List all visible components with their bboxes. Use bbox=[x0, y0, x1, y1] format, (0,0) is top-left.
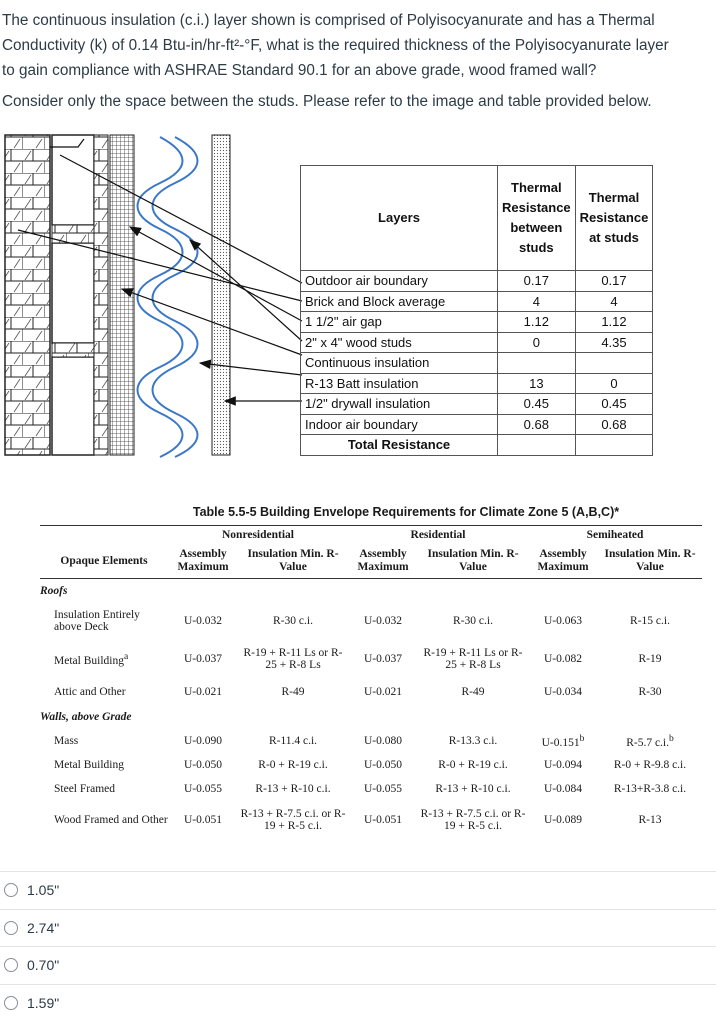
r-between: 13 bbox=[498, 373, 576, 394]
cell: U-0.021 bbox=[183, 686, 222, 698]
column-header-row bbox=[40, 544, 702, 579]
layer-row bbox=[301, 312, 653, 333]
cell: R-0 + R-19 c.i. bbox=[438, 759, 508, 771]
table-row bbox=[40, 801, 702, 839]
cell: R-13+R-3.8 c.i. bbox=[613, 783, 687, 795]
r-at: 4 bbox=[575, 291, 653, 312]
cell: U-0.055 bbox=[183, 783, 222, 795]
cell: U-0.082 bbox=[543, 653, 582, 665]
total-between bbox=[498, 435, 576, 456]
cell: R-13 + R-10 c.i. bbox=[255, 783, 331, 795]
cell: U-0.084 bbox=[543, 783, 582, 795]
r-between: 1.12 bbox=[498, 312, 576, 333]
answer-label: 0.70" bbox=[27, 957, 60, 974]
element-name: Mass bbox=[54, 735, 79, 747]
thermal-resistance-table bbox=[300, 165, 653, 456]
block-cell bbox=[52, 135, 94, 225]
layer-name: Brick and Block average bbox=[301, 291, 498, 312]
cell: R-0 + R-19 c.i. bbox=[258, 759, 328, 771]
r-at: 1.12 bbox=[575, 312, 653, 333]
r-at: 0.68 bbox=[575, 414, 653, 435]
layer-row bbox=[301, 291, 653, 312]
block-cell bbox=[52, 357, 94, 455]
answer-choices bbox=[0, 871, 716, 1021]
batt-insulation-wave bbox=[153, 137, 198, 457]
group-nonresidential: Nonresidential bbox=[168, 526, 348, 545]
cell: U-0.051 bbox=[183, 814, 222, 826]
brick-layer bbox=[5, 135, 50, 455]
col-assembly-max: Assembly Maximum bbox=[348, 544, 418, 579]
answer-option[interactable] bbox=[0, 946, 716, 984]
leader-line bbox=[190, 240, 302, 341]
question-line: Conductivity (k) of 0.14 Btu-in/hr-ft²-°F, what is the required thickness of the Polyisocyanurate layer bbox=[2, 37, 669, 54]
section-row bbox=[40, 705, 702, 729]
envelope-requirements-table bbox=[40, 505, 702, 839]
answer-option[interactable] bbox=[0, 909, 716, 947]
cell: U-0.090 bbox=[183, 735, 222, 747]
cell: U-0.051 bbox=[363, 814, 402, 826]
element-name: Attic and Other bbox=[54, 686, 126, 698]
r-at bbox=[575, 353, 653, 374]
cell: R-11.4 c.i. bbox=[268, 735, 318, 747]
cell: U-0.151$^b$ bbox=[541, 733, 585, 749]
layer-name: 1/2" drywall insulation bbox=[301, 394, 498, 415]
table-row bbox=[40, 729, 702, 753]
drywall-layer bbox=[212, 135, 230, 455]
cell: U-0.037 bbox=[183, 653, 222, 665]
radio-button[interactable] bbox=[4, 958, 18, 972]
question-line: to gain compliance with ASHRAE Standard 90.1 for an above grade, wood framed wall? bbox=[2, 62, 597, 79]
group-residential: Residential bbox=[348, 526, 528, 545]
cell: R-30 c.i. bbox=[453, 615, 493, 627]
layer-name: Continuous insulation bbox=[301, 353, 498, 374]
answer-label: 1.59" bbox=[27, 994, 60, 1011]
cell: U-0.037 bbox=[363, 653, 402, 665]
cell: R-5.7 c.i.$^b$ bbox=[626, 733, 674, 749]
layer-name: Indoor air boundary bbox=[301, 414, 498, 435]
cell: R-13 bbox=[638, 814, 662, 826]
cell: R-49 bbox=[281, 686, 305, 698]
layer-row bbox=[301, 332, 653, 353]
total-resistance-label: Total Resistance bbox=[301, 435, 498, 456]
cell: U-0.063 bbox=[543, 615, 582, 627]
r-between: 0.68 bbox=[498, 414, 576, 435]
cell: U-0.021 bbox=[363, 686, 402, 698]
element-name: Metal Building$^a$ bbox=[54, 651, 129, 667]
cell: U-0.080 bbox=[363, 735, 402, 747]
cell: U-0.050 bbox=[363, 759, 402, 771]
element-name: Metal Building bbox=[54, 759, 124, 771]
group-semiheated: Semiheated bbox=[528, 526, 702, 545]
element-name: Wood Framed and Other bbox=[54, 814, 168, 826]
r-at: 0.17 bbox=[575, 271, 653, 292]
r-at: 0 bbox=[575, 373, 653, 394]
cell: U-0.032 bbox=[363, 615, 402, 627]
total-at bbox=[575, 435, 653, 456]
header-at-studs: Thermal Resistance at studs bbox=[575, 166, 653, 271]
cell: R-13 + R-10 c.i. bbox=[435, 783, 511, 795]
table-row bbox=[40, 679, 702, 705]
section-row bbox=[40, 579, 702, 604]
cell: R-19 bbox=[638, 653, 662, 665]
r-between: 4 bbox=[498, 291, 576, 312]
cell: U-0.032 bbox=[183, 615, 222, 627]
table-row bbox=[40, 753, 702, 777]
element-name: Steel Framed bbox=[54, 783, 115, 795]
cell: R-30 c.i. bbox=[273, 615, 313, 627]
header-layers: Layers bbox=[301, 166, 498, 271]
radio-button[interactable] bbox=[4, 883, 18, 897]
r-between bbox=[498, 353, 576, 374]
table-row bbox=[40, 777, 702, 801]
answer-label: 1.05" bbox=[27, 882, 60, 899]
cell: R-13 + R-7.5 c.i. or R-19 + R-5 c.i. bbox=[240, 808, 346, 832]
layers-header-row bbox=[301, 166, 653, 271]
cell: R-15 c.i. bbox=[630, 615, 670, 627]
layer-name: Outdoor air boundary bbox=[301, 271, 498, 292]
col-assembly-max: Assembly Maximum bbox=[168, 544, 238, 579]
layer-row bbox=[301, 414, 653, 435]
layer-row bbox=[301, 394, 653, 415]
r-at: 0.45 bbox=[575, 394, 653, 415]
layer-name: 2" x 4" wood studs bbox=[301, 332, 498, 353]
question-line: The continuous insulation (c.i.) layer shown is comprised of Polyisocyanurate and has a Thermal bbox=[2, 12, 655, 29]
group-header-row bbox=[40, 526, 702, 545]
question-text bbox=[2, 8, 714, 114]
answer-option[interactable] bbox=[0, 871, 716, 909]
section-walls: Walls, above Grade bbox=[40, 711, 132, 723]
layer-row bbox=[301, 353, 653, 374]
section-roofs: Roofs bbox=[40, 585, 68, 597]
answer-option[interactable] bbox=[0, 984, 716, 1022]
cell: R-30 bbox=[638, 686, 662, 698]
table-row bbox=[40, 603, 702, 639]
header-between-studs: Thermal Resistance between studs bbox=[498, 166, 576, 271]
element-name: Insulation Entirely above Deck bbox=[54, 609, 140, 633]
col-insulation-min: Insulation Min. R-Value bbox=[418, 544, 528, 579]
r-between: 0.17 bbox=[498, 271, 576, 292]
radio-button[interactable] bbox=[4, 996, 18, 1010]
r-between: 0 bbox=[498, 332, 576, 353]
layer-row bbox=[301, 271, 653, 292]
r-at: 4.35 bbox=[575, 332, 653, 353]
block-cell bbox=[52, 243, 94, 343]
col-insulation-min: Insulation Min. R-Value bbox=[238, 544, 348, 579]
cell: R-0 + R-9.8 c.i. bbox=[613, 759, 687, 771]
cell: R-19 + R-11 Ls or R-25 + R-8 Ls bbox=[243, 647, 343, 671]
cell: R-13 + R-7.5 c.i. or R-19 + R-5 c.i. bbox=[420, 808, 526, 832]
cell: R-19 + R-11 Ls or R-25 + R-8 Ls bbox=[423, 647, 523, 671]
answer-label: 2.74" bbox=[27, 919, 60, 936]
layer-name: R-13 Batt insulation bbox=[301, 373, 498, 394]
total-row bbox=[301, 435, 653, 456]
block-shell bbox=[94, 135, 108, 455]
cell: U-0.089 bbox=[543, 814, 582, 826]
cell: U-0.094 bbox=[543, 759, 582, 771]
cell: U-0.050 bbox=[183, 759, 222, 771]
question-instruction: Consider only the space between the studs. Please refer to the image and table provided below. bbox=[2, 93, 652, 110]
cell: U-0.034 bbox=[543, 686, 582, 698]
col-assembly-max: Assembly Maximum bbox=[528, 544, 598, 579]
col-opaque-elements: Opaque Elements bbox=[40, 544, 168, 579]
layer-name: 1 1/2" air gap bbox=[301, 312, 498, 333]
cell: U-0.055 bbox=[363, 783, 402, 795]
radio-button[interactable] bbox=[4, 921, 18, 935]
cell: R-49 bbox=[461, 686, 485, 698]
table-row bbox=[40, 639, 702, 679]
col-insulation-min: Insulation Min. R-Value bbox=[598, 544, 702, 579]
r-between: 0.45 bbox=[498, 394, 576, 415]
table-caption: Table 5.5-5 Building Envelope Requirements for Climate Zone 5 (A,B,C)* bbox=[192, 505, 620, 519]
layer-row bbox=[301, 373, 653, 394]
cell: R-13.3 c.i. bbox=[448, 735, 498, 747]
